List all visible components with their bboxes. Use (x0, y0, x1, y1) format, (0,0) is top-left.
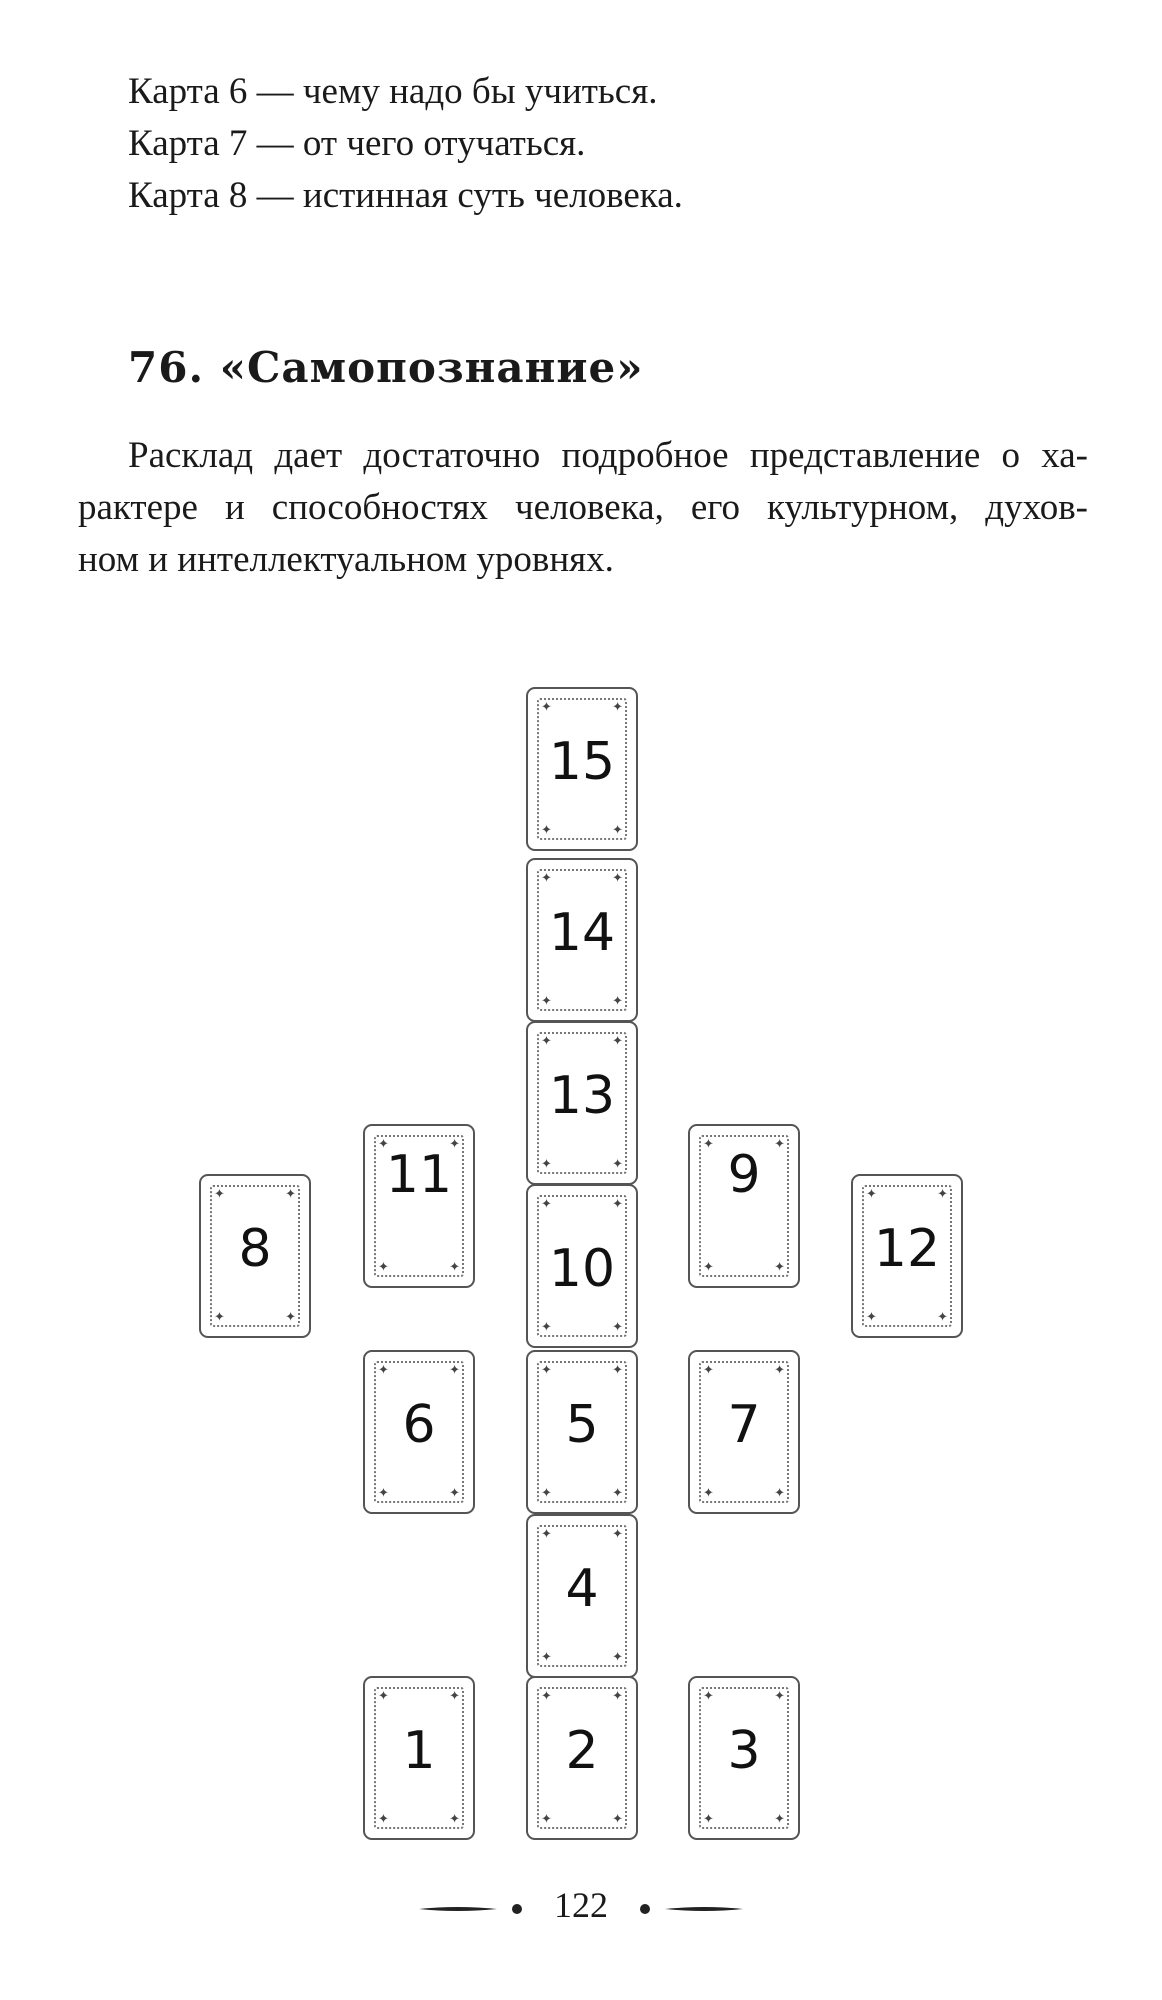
card-11: ✦ ✦ ✦ ✦ 11 (363, 1124, 475, 1288)
card-number: 10 (548, 1239, 616, 1299)
card-number: 4 (565, 1559, 599, 1619)
intro-line-card-7: Карта 7 — от чего отучаться. (128, 123, 586, 164)
section-heading: 76. «Самопознание» (128, 343, 644, 392)
paragraph-line: ном и интеллектуальном уровнях. (78, 539, 614, 580)
card-6: ✦ ✦ ✦ ✦ 6 (363, 1350, 475, 1514)
card-number: 11 (385, 1145, 453, 1205)
intro-line-card-8: Карта 8 — истинная суть человека. (128, 175, 683, 216)
card-number: 9 (727, 1145, 761, 1205)
card-9: ✦ ✦ ✦ ✦ 9 (688, 1124, 800, 1288)
card-8: ✦ ✦ ✦ ✦ 8 (199, 1174, 311, 1338)
card-1: ✦ ✦ ✦ ✦ 1 (363, 1676, 475, 1840)
card-number: 7 (727, 1395, 761, 1455)
card-number: 5 (565, 1395, 599, 1455)
card-12: ✦ ✦ ✦ ✦ 12 (851, 1174, 963, 1338)
card-number: 8 (238, 1219, 272, 1279)
page-number: 122 (554, 1885, 608, 1925)
card-5: ✦ ✦ ✦ ✦ 5 (526, 1350, 638, 1514)
card-number: 6 (402, 1395, 436, 1455)
card-13: ✦ ✦ ✦ ✦ 13 (526, 1021, 638, 1185)
paragraph-line: рактере и способностях человека, его культурном, духов- (78, 487, 1088, 528)
card-2: ✦ ✦ ✦ ✦ 2 (526, 1676, 638, 1840)
card-number: 15 (548, 732, 616, 792)
card-14: ✦ ✦ ✦ ✦ 14 (526, 858, 638, 1022)
card-number: 2 (565, 1721, 599, 1781)
card-4: ✦ ✦ ✦ ✦ 4 (526, 1514, 638, 1678)
card-number: 1 (402, 1721, 436, 1781)
card-15: ✦ ✦ ✦ ✦ 15 (526, 687, 638, 851)
card-number: 3 (727, 1721, 761, 1781)
page-footer (0, 1885, 1162, 1925)
card-10: ✦ ✦ ✦ ✦ 10 (526, 1184, 638, 1348)
card-number: 13 (548, 1066, 616, 1126)
card-number: 12 (873, 1219, 941, 1279)
right-ornament-icon (635, 1902, 745, 1916)
card-3: ✦ ✦ ✦ ✦ 3 (688, 1676, 800, 1840)
paragraph-line: Расклад дает достаточно подробное представление о ха- (128, 435, 1088, 476)
intro-line-card-6: Карта 6 — чему надо бы учиться. (128, 71, 658, 112)
card-7: ✦ ✦ ✦ ✦ 7 (688, 1350, 800, 1514)
left-ornament-icon (417, 1902, 527, 1916)
card-number: 14 (548, 903, 616, 963)
